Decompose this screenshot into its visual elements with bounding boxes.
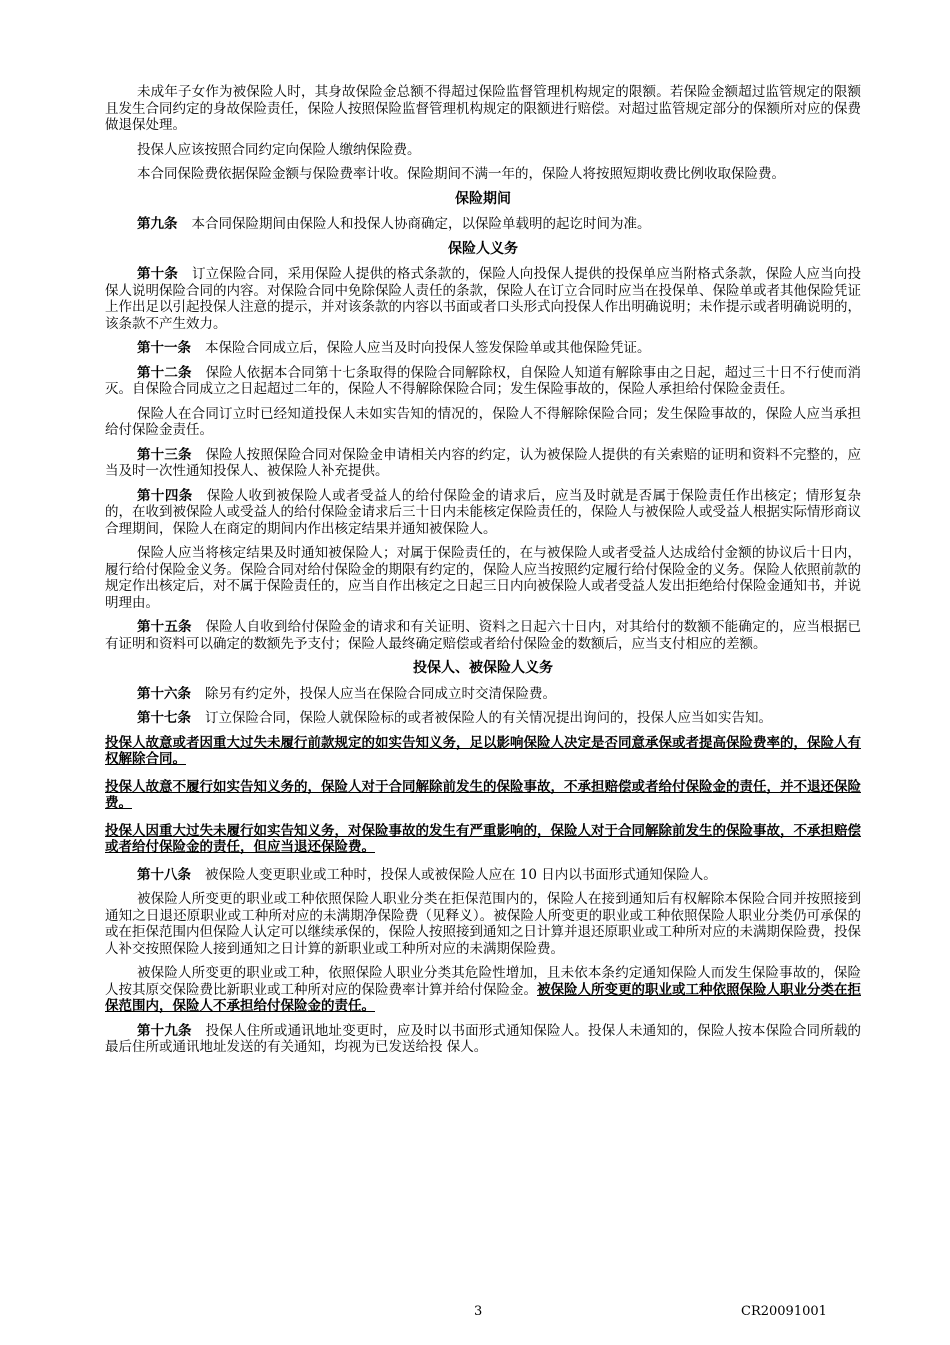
article-label: 第十五条 — [137, 619, 192, 635]
page-number: 3 — [474, 1304, 483, 1319]
article-label: 第十八条 — [137, 866, 191, 883]
article-15 — [105, 619, 861, 652]
document-page — [105, 84, 861, 1064]
article-17 — [105, 710, 861, 727]
article-text: 订立保险合同，采用保险人提供的格式条款的，保险人向投保人提供的投保单应当附格式条款，保险人应当向投保人说明保险合同的内容。对保险合同中免除保险人责任的条款，保险人在订立合同时应当在投保单、保险单或者其他保险凭证上作出足以引起投保人注意的提示，并对该条款的内容以书面或者口头形式向投保人作出明确说明；未作提示或者明确说明的，该条款不产生效力。 — [105, 266, 862, 332]
article-17-bold-clause-3: 投保人因重大过失未履行如实告知义务，对保险事故的发生有严重影响的，保险人对于合同解除前发生的保险事故，不承担赔偿或者给付保险金的责任，但应当退还保险费。 — [105, 822, 861, 855]
article-18-bold-clause: 被保险人所变更的职业或工种依照保险人职业分类在拒保范围内，保险人不承担给付保险金的责任。 — [105, 981, 861, 1014]
article-text: 被保险人变更职业或工种时，投保人或被保险人应在 10 日内以书面形式通知保险人。 — [205, 866, 717, 883]
section-heading-insurer-duties: 保险人义务 — [448, 240, 518, 257]
section-heading-period: 保险期间 — [455, 190, 511, 207]
article-text: 被保险人所变更的职业或工种，依照保险人职业分类其危险性增加，且未依本条约定通知保险人而发生保险事故的，保险人按其原交保险费比新职业或工种所对应的保险费率计算并给付保险金。 — [105, 965, 861, 998]
article-text: 除另有约定外，投保人应当在保险合同成立时交清保险费。 — [205, 685, 556, 702]
article-text: 本合同保险期间由保险人和投保人协商确定，以保险单载明的起讫时间为准。 — [191, 216, 651, 232]
article-16 — [105, 686, 861, 703]
article-label: 第十七条 — [137, 710, 191, 726]
article-text: 订立保险合同，保险人就保险标的或者被保险人的有关情况提出询问的，投保人应当如实告知。 — [205, 710, 772, 726]
article-10 — [105, 266, 861, 332]
article-18-paragraph-3 — [105, 965, 861, 1015]
article-17-bold-clause-2: 投保人故意不履行如实告知义务的，保险人对于合同解除前发生的保险事故，不承担赔偿或者给付保险金的责任，并不退还保险费。 — [105, 778, 861, 811]
article-19 — [105, 1023, 861, 1056]
article-11 — [105, 340, 861, 357]
article-14 — [105, 488, 861, 538]
article-text: 本保险合同成立后，保险人应当及时向投保人签发保险单或其他保险凭证。 — [205, 340, 651, 356]
article-9 — [105, 216, 861, 233]
document-code: CR20091001 — [741, 1304, 827, 1319]
article-text: 投保人住所或通讯地址变更时，应及时以书面形式通知保险人。投保人未通知的，保险人按本保险合同所载的最后住所或通讯地址发送的有关通知，均视为已发送给投 保人。 — [105, 1022, 862, 1055]
article-label: 第十二条 — [137, 364, 192, 381]
article-text: 保险人自收到给付保险金的请求和有关证明、资料之日起六十日内，对其给付的数额不能确定的，应当根据已有证明和资料可以确定的数额先予支付；保险人最终确定赔偿或者给付保险金的数额后，应当支付相应的差额。 — [105, 619, 862, 652]
paragraph-premium-calculation: 本合同保险费依据保险金额与保险费率计收。保险期间不满一年的，保险人将按照短期收费比例收取保险费。 — [137, 166, 785, 182]
article-label: 第九条 — [137, 216, 178, 232]
article-18-paragraph-2: 被保险人所变更的职业或工种依照保险人职业分类在拒保范围内的，保险人在接到通知后有权解除本保险合同并按照接到通知之日退还原职业或工种所对应的未满期净保险费（见释义）。被保险人所变更的职业或工种依照保险人职业分类仍可承保的或在拒保范围内但保险人认定可以继续承保的，保险人按照接到通知之日计算并退还原职业或工种所对应的未满期保险费，投保人补交按照保险人接到通知之日计算的新职业或工种所对应的未满期保险费。 — [105, 891, 861, 957]
article-text: 保险人按照保险合同对保险金申请相关内容的约定，认为被保险人提供的有关索赔的证明和资料不完整的，应当及时一次性通知投保人、被保险人补充提供。 — [105, 446, 862, 479]
article-17-bold-clause-1: 投保人故意或者因重大过失未履行前款规定的如实告知义务，足以影响保险人决定是否同意承保或者提高保险费率的，保险人有权解除合同。 — [105, 734, 861, 767]
section-heading-holder-duties: 投保人、被保险人义务 — [413, 660, 553, 676]
article-text: 保险人依据本合同第十七条取得的保险合同解除权，自保险人知道有解除事由之日起，超过三十日不行使而消灭。自保险合同成立之日起超过二年的，保险人不得解除保险合同；发生保险事故的，保险人承担给付保险金责任。 — [105, 364, 862, 397]
article-label: 第十九条 — [137, 1022, 192, 1039]
article-12 — [105, 365, 861, 398]
article-label: 第十三条 — [137, 446, 192, 463]
article-label: 第十四条 — [137, 487, 193, 504]
article-13 — [105, 447, 861, 480]
paragraph-premium-payment: 投保人应该按照合同约定向保险人缴纳保险费。 — [137, 141, 421, 158]
article-18 — [105, 867, 861, 884]
article-12-paragraph-2: 保险人在合同订立时已经知道投保人未如实告知的情况的，保险人不得解除保险合同；发生保险事故的，保险人应当承担给付保险金责任。 — [105, 405, 861, 438]
article-label: 第十一条 — [137, 340, 191, 356]
article-label: 第十六条 — [137, 685, 191, 702]
paragraph-minor-limit: 未成年子女作为被保险人时，其身故保险金总额不得超过保险监督管理机构规定的限额。若保险金额超过监管规定的限额且发生合同约定的身故保险责任，保险人按照保险监督管理机构规定的限额进行赔偿。对超过监管规定部分的保额所对应的保费做退保处理。 — [105, 84, 861, 133]
article-text: 保险人收到被保险人或者受益人的给付保险金的请求后，应当及时就是否属于保险责任作出核定；情形复杂的，在收到被保险人或受益人的给付保险金请求后三十日内未能核定保险责任的，保险人与被保险人或受益人根据实际情形商议合理期间，保险人在商定的期间内作出核定结果并通知被保险人。 — [105, 487, 862, 537]
article-14-paragraph-2: 保险人应当将核定结果及时通知被保险人；对属于保险责任的，在与被保险人或者受益人达成给付金额的协议后十日内，履行给付保险金义务。保险合同对给付保险金的期限有约定的，保险人应当按照约定履行给付保险金的义务。保险人依照前款的规定作出核定后，对不属于保险责任的，应当自作出核定之日起三日内向被保险人或者受益人发出拒绝给付保险金通知书，并说明理由。 — [105, 545, 861, 611]
article-label: 第十条 — [137, 266, 178, 282]
